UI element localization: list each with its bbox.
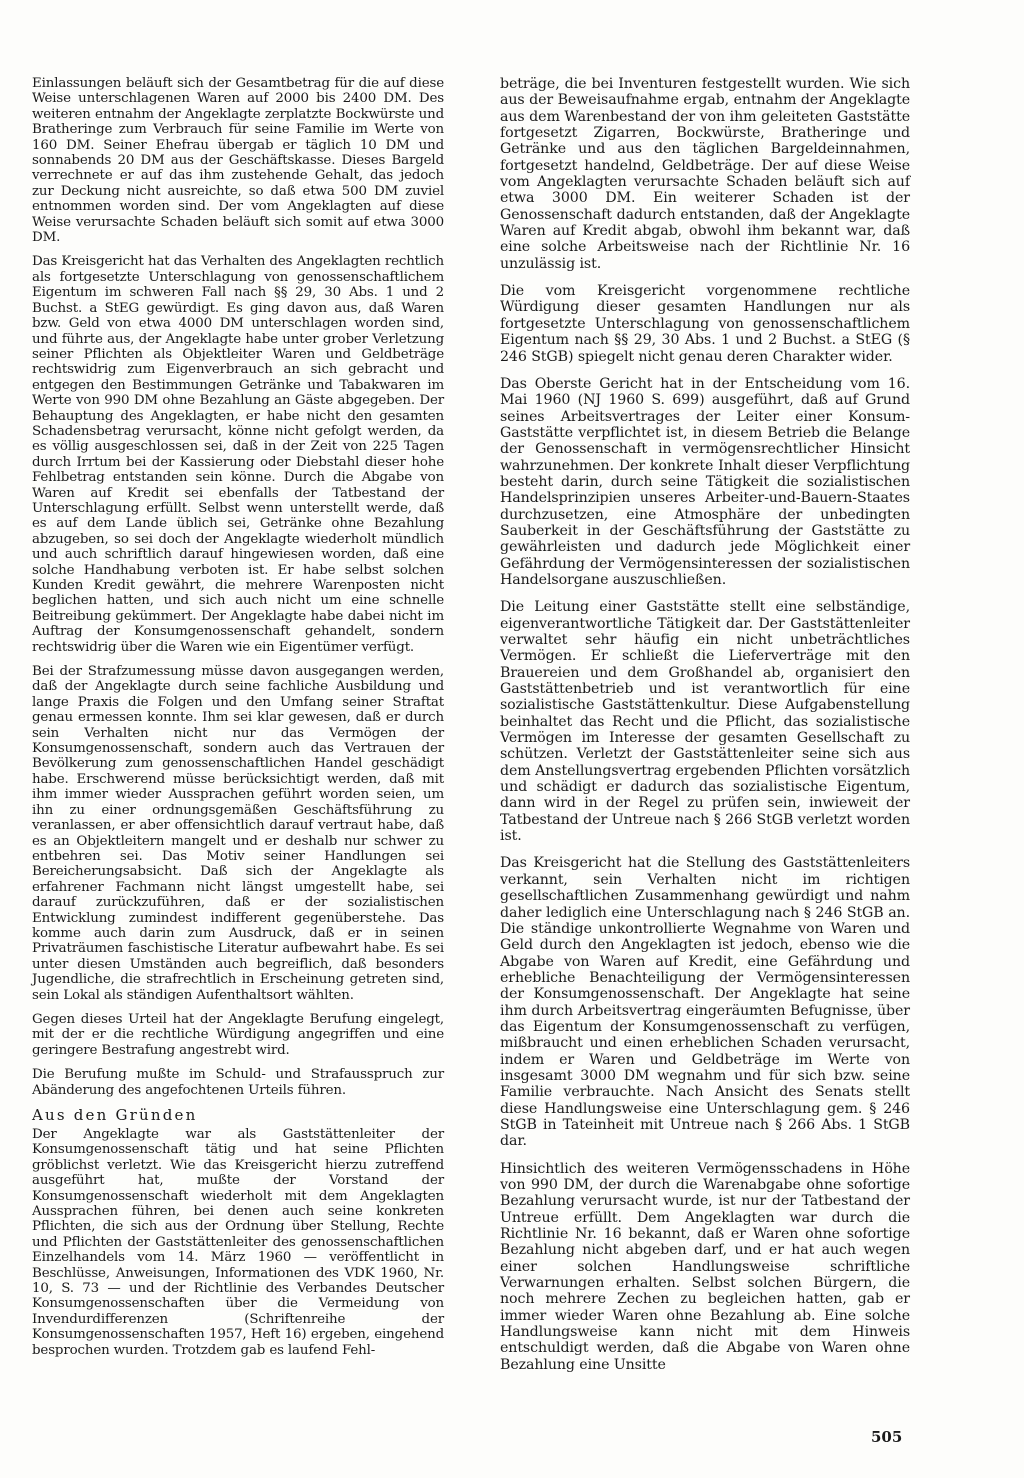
paragraph: Einlassungen beläuft sich der Gesamtbetrag für die auf diese Weise unterschlagenen Waren auf 2000 bis 2400 DM. Des weiteren entnahm der Angeklagte zerplatzte Bockwürste und Bratheringe zum Verbrauch für seine Familie im Werte von 160 DM. Seiner Ehefrau übergab er täglich 10 DM und sonnabends 20 DM aus der Geschäftskasse. Dieses Bargeld verrechnete er auf das ihm zustehende Gehalt, das jedoch zur Deckung nicht ausreichte, so daß etwa 500 DM zuviel entnommen worden sind. Der vom Angeklagten auf diese Weise verursachte Schaden beläuft sich somit auf etwa 3000 DM.	[32, 76, 444, 246]
section-heading: Aus den Gründen	[32, 1106, 198, 1124]
page-number: 505	[871, 1428, 903, 1446]
paragraph: Das Kreisgericht hat die Stellung des Gaststättenleiters verkannt, sein Verhalten nicht im richtigen gesellschaftlichen Zusammenhang gewürdigt und nahm daher lediglich eine Unterschlagung nach § 246 StGB an. Die ständige unkontrollierte Wegnahme von Waren und Geld durch den Angeklagten ist jedoch, ebenso wie die Abgabe von Waren auf Kredit, eine Gefährdung und erhebliche Benachteiligung der Vermögensinteressen der Konsumgenossenschaft. Der Angeklagte hat seine ihm durch Arbeitsvertrag eingeräumten Befugnisse, über das Eigentum der Konsumgenossenschaft zu verfügen, mißbraucht und einen erheblichen Schaden verursacht, indem er Waren und Geldbeträge im Werte von insgesamt 3000 DM wegnahm und für sich bzw. seine Familie verbrauchte. Nach Ansicht des Senats stellt diese Handlungsweise eine Unterschlagung gem. § 246 StGB in Tateinheit mit Untreue nach § 266 Abs. 1 StGB dar.	[500, 855, 910, 1150]
left-column	[32, 76, 444, 1367]
paragraph: Bei der Strafzumessung müsse davon ausgegangen werden, daß der Angeklagte durch seine fachliche Ausbildung und lange Praxis die Folgen und den Umfang seiner Straftat genau ermessen konnte. Ihm sei klar gewesen, daß er durch sein Verhalten nicht nur das Vermögen der Konsumgenossenschaft, sondern auch das Vertrauen der Bevölkerung zum genossenschaftlichen Handel geschädigt habe. Erschwerend müsse berücksichtigt werden, daß mit ihm immer wieder Aussprachen geführt worden seien, um ihn zu einer ordnungsgemäßen Geschäftsführung zu veranlassen, er aber offensichtlich darauf vertraut habe, daß es an Objektleitern mangelt und er deshalb nur schwer zu entbehren sei. Das Motiv seiner Handlungen sei Bereicherungsabsicht. Daß sich der Angeklagte als erfahrener Fachmann nicht längst umgestellt habe, sei darauf zurückzuführen, daß er der sozialistischen Entwicklung zumindest indifferent gegenüberstehe. Das komme auch darin zum Ausdruck, daß er in seinen Privaträumen faschistische Literatur aufbewahrt habe. Es sei unter diesen Umständen auch begreiflich, daß besonders Jugendliche, die strafrechtlich in Erscheinung getreten sind, sein Lokal als ständigen Aufenthaltsort wählten.	[32, 664, 444, 1003]
paragraph: Die vom Kreisgericht vorgenommene rechtliche Würdigung dieser gesamten Handlungen nur als fortgesetzte Unterschlagung von genossenschaftlichem Eigentum nach §§ 29, 30 Abs. 1 und 2 Buchst. a StEG (§ 246 StGB) spiegelt nicht genau deren Charakter wider.	[500, 283, 910, 365]
paragraph: Die Leitung einer Gaststätte stellt eine selbständige, eigenverantwortliche Tätigkeit dar. Der Gaststättenleiter verwaltet sehr häufig ein nicht unbeträchtliches Vermögen. Er schließt die Lieferverträge mit den Brauereien und dem Großhandel ab, organisiert den Gaststättenbetrieb und ist verantwortlich für eine sozialistische Gaststättenkultur. Diese Aufgabenstellung beinhaltet das Recht und die Pflicht, das sozialistische Vermögen im Interesse der gesamten Gesellschaft zu schützen. Verletzt der Gaststättenleiter seine sich aus dem Anstellungsvertrag ergebenden Pflichten vorsätzlich und schädigt er dadurch das sozialistische Eigentum, dann wird in der Regel zu prüfen sein, inwieweit der Tatbestand der Untreue nach § 266 StGB verletzt worden ist.	[500, 599, 910, 845]
paragraph: Das Kreisgericht hat das Verhalten des Angeklagten rechtlich als fortgesetzte Unterschlagung von genossenschaftlichem Eigentum im schweren Fall nach §§ 29, 30 Abs. 1 und 2 Buchst. a StEG gewürdigt. Es ging davon aus, daß Waren bzw. Geld von etwa 4000 DM unterschlagen worden sind, und führte aus, der Angeklagte habe unter grober Verletzung seiner Pflichten als Objektleiter Waren und Geldbeträge rechtswidrig zum Eigenverbrauch an sich gebracht und entgegen den Bestimmungen Getränke und Tabakwaren im Werte von 990 DM ohne Bezahlung an Gäste abgegeben. Der Behauptung des Angeklagten, er habe nicht den gesamten Schadensbetrag verursacht, könne nicht gefolgt werden, da es völlig ausgeschlossen sei, daß in der Zeit von 225 Tagen durch Irrtum bei der Kassierung oder Diebstahl dieser hohe Fehlbetrag entstanden sein könne. Durch die Abgabe von Waren auf Kredit sei ebenfalls der Tatbestand der Unterschlagung erfüllt. Selbst wenn unterstellt werde, daß es auf dem Lande üblich sei, Getränke ohne Bezahlung abzugeben, so sei doch der Angeklagte wiederholt mündlich und auch schriftlich darauf hingewiesen worden, daß eine solche Handhabung verboten ist. Er habe selbst solchen Kunden Kredit gewährt, die mehrere Warenposten nicht beglichen hatten, und sich auch nicht um eine schnelle Beitreibung gekümmert. Der Angeklagte habe dabei nicht im Auftrag der Konsumgenossenschaft gehandelt, sondern rechtswidrig über die Waren wie ein Eigentümer verfügt.	[32, 254, 444, 655]
paragraph: Das Oberste Gericht hat in der Entscheidung vom 16. Mai 1960 (NJ 1960 S. 699) ausgeführt, daß auf Grund seines Arbeitsvertrages der Leiter einer Konsum-Gaststätte verpflichtet ist, in diesem Betrieb die Belange der Genossenschaft in vermögensrechtlicher Hinsicht wahrzunehmen. Der konkrete Inhalt dieser Verpflichtung besteht darin, durch seine Tätigkeit die sozialistischen Handelsprinzipien unseres Arbeiter-und-Bauern-Staates durchzusetzen, eine Atmosphäre der unbedingten Sauberkeit in der Geschäftsführung der Gaststätte zu gewährleisten und dadurch jede Möglichkeit einer Gefährdung der Vermögensinteressen der sozialistischen Handelsorgane auszuschließen.	[500, 375, 910, 588]
paragraph: beträge, die bei Inventuren festgestellt wurden. Wie sich aus der Beweisaufnahme ergab, entnahm der Angeklagte aus dem Warenbestand der von ihm geleiteten Gaststätte fortgesetzt Zigarren, Bockwürste, Bratheringe und Getränke und aus den täglichen Bargeldeinnahmen, fortgesetzt handelnd, Geldbeträge. Der auf diese Weise vom Angeklagten verursachte Schaden beläuft sich auf etwa 3000 DM. Ein weiterer Schaden ist der Genossenschaft dadurch entstanden, daß der Angeklagte Waren auf Kredit abgab, obwohl ihm bekannt war, daß eine solche Arbeitsweise nach der Richtlinie Nr. 16 unzulässig ist.	[500, 76, 910, 272]
paragraph: Hinsichtlich des weiteren Vermögensschadens in Höhe von 990 DM, der durch die Warenabgabe ohne sofortige Bezahlung verursacht wurde, ist nur der Tatbestand der Untreue erfüllt. Dem Angeklagten war durch die Richtlinie Nr. 16 bekannt, daß er Waren ohne sofortige Bezahlung nicht abgeben darf, und er hat auch wegen einer solchen Handlungsweise schriftliche Verwarnungen erhalten. Selbst solchen Bürgern, die noch mehrere Zechen zu begleichen hatten, gab er immer wieder Waren ohne Bezahlung ab. Eine solche Handlungsweise kann nicht mit dem Hinweis entschuldigt werden, daß die Abgabe von Waren ohne Bezahlung eine Unsitte	[500, 1160, 910, 1373]
paragraph: Der Angeklagte war als Gaststättenleiter der Konsumgenossenschaft tätig und hat seine Pflichten gröblichst verletzt. Wie das Kreisgericht hierzu zutreffend ausgeführt hat, mußte der Vorstand der Konsumgenossenschaft wiederholt mit dem Angeklagten Aussprachen führen, bei denen auch seine konkreten Pflichten, die sich aus der Ordnung über Stellung, Rechte und Pflichten der Gaststättenleiter des genossenschaftlichen Einzelhandels vom 14. März 1960 — veröffentlicht in Beschlüsse, Anweisungen, Informationen des VDK 1960, Nr. 10, S. 73 — und der Richtlinie des Verbandes Deutscher Konsumgenossenschaften über die Vermeidung von Invendurdifferenzen (Schriftenreihe der Konsumgenossenschaften 1957, Heft 16) ergeben, eingehend besprochen wurden. Trotzdem gab es laufend Fehl-	[32, 1127, 444, 1358]
paragraph: Gegen dieses Urteil hat der Angeklagte Berufung eingelegt, mit der er die rechtliche Würdigung angegriffen und eine geringere Bestrafung angestrebt wird.	[32, 1011, 444, 1058]
right-column	[500, 76, 910, 1384]
paragraph: Die Berufung mußte im Schuld- und Strafausspruch zur Abänderung des angefochtenen Urteils führen.	[32, 1067, 444, 1098]
